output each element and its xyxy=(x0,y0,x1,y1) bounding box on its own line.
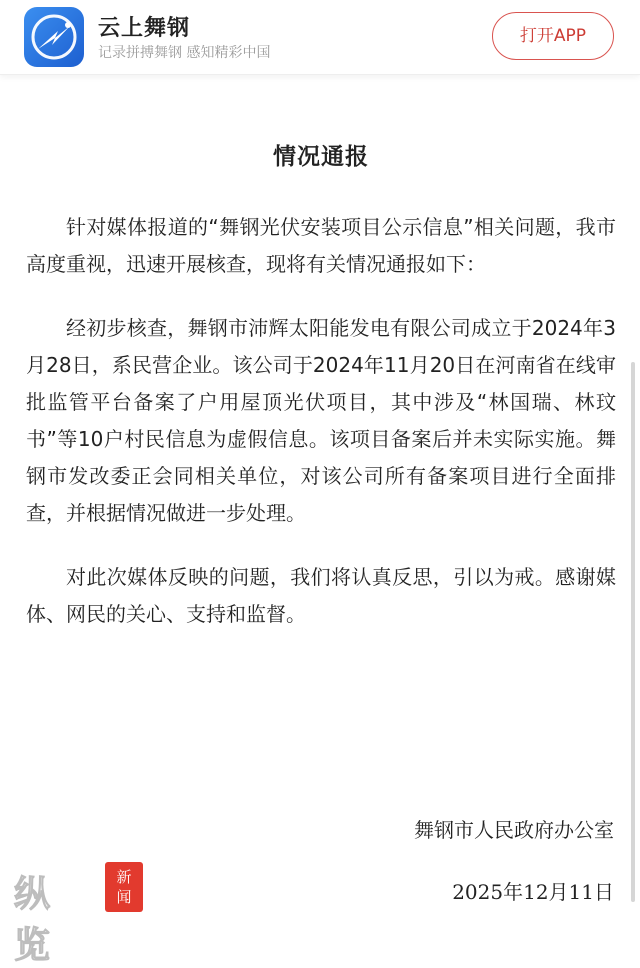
article-body xyxy=(26,138,616,660)
article-paragraph: 针对媒体报道的“舞钢光伏安装项目公示信息”相关问题，我市高度重视，迅速开展核查，现将有关情况通报如下： xyxy=(26,215,616,276)
article-date: 2025年12月11日 xyxy=(452,880,614,904)
article-paragraph: 经初步核查，舞钢市沛辉太阳能发电有限公司成立于2024年3月28日，系民营企业。该公司于2024年11月20日在河南省在线审批监管平台备案了户用屋顶光伏项目，其中涉及“林国瑞、林玟书”等10户村民信息为虚假信息。该项目备案后并未实际实施。舞钢市发改委正会同相关单位，对该公司所有备案项目进行全面排查，并根据情况做进一步处理。 xyxy=(26,316,616,525)
article-paragraph: 对此次媒体反映的问题，我们将认真反思，引以为戒。感谢媒体、网民的关心、支持和监督。 xyxy=(26,565,616,626)
app-slogan: 记录拼搏舞钢 感知精彩中国 xyxy=(98,45,271,61)
app-name: 云上舞钢 xyxy=(98,16,191,41)
article-title: 情况通报 xyxy=(273,144,369,170)
scrollbar[interactable] xyxy=(631,362,635,902)
app-download-banner xyxy=(0,0,640,75)
watermark-text: 纵览 xyxy=(14,874,49,966)
watermark-badge: 新 闻 xyxy=(105,862,143,912)
open-app-button[interactable]: 打开APP xyxy=(492,12,614,60)
comet-logo-icon[interactable] xyxy=(24,7,84,67)
article-signature: 舞钢市人民政府办公室 xyxy=(414,818,614,842)
